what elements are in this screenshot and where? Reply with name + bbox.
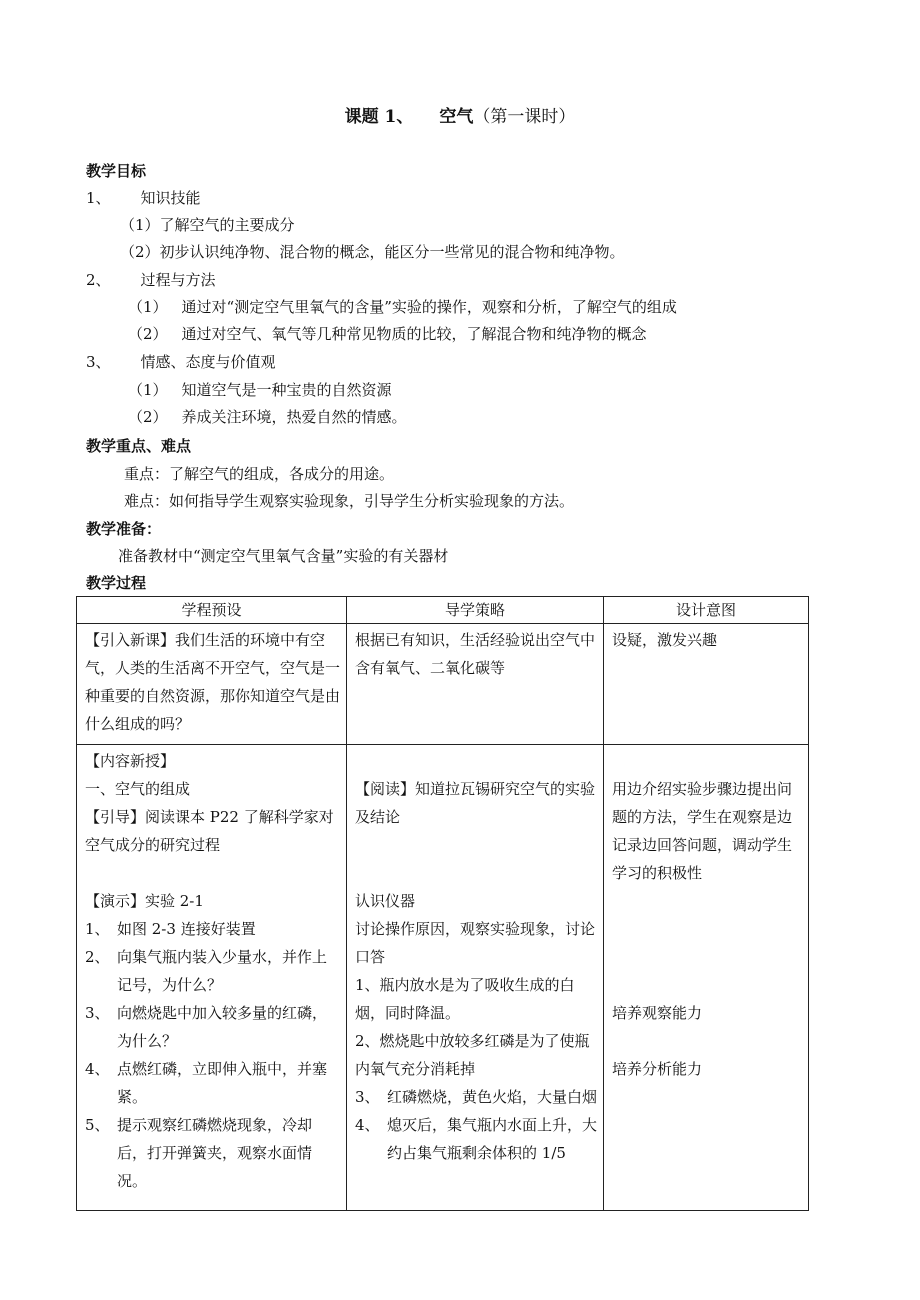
process-heading: 教学过程 [86,574,147,592]
intent-text: 用边介绍实验步骤边提出问题的方法，学生在观察是边记录边回答问题，调动学生学习的积极性 [612,780,793,882]
step-text: 向集气瓶内装入少量水，并作上记号，为什么？ [117,948,328,994]
column-header: 导学策略 [347,597,604,624]
step-item [85,943,340,999]
table-header-row [77,597,809,624]
sub-num: （2） [120,243,160,261]
strategy-cell: 根据已有知识，生活经验说出空气中含有氧气、二氧化碳等 [355,631,596,677]
section-title: 一、空气的组成 [85,780,191,798]
page-title [0,102,920,127]
objective-label: 过程与方法 [140,271,216,289]
objective-1-1 [120,215,295,235]
step-item [85,1111,340,1195]
step-num: 2、 [85,948,110,966]
step-num: 1、 [85,920,110,938]
title-topic: 空气 [439,107,474,127]
step-num: 4、 [85,1060,110,1078]
step-item [85,999,340,1055]
objective-label: 知识技能 [140,189,201,207]
title-sub: （第一课时） [473,107,576,127]
new-content-label: 【内容新授】 [85,752,176,770]
answer-num: 3、 [355,1088,380,1106]
title-main: 课题 1、 [344,107,414,127]
intent-cell: 设疑，激发兴趣 [612,631,718,649]
objective-3-1 [128,380,392,400]
answer-text: 熄灭后，集气瓶内水面上升，大约占集气瓶剩余体积的 1/5 [387,1116,598,1162]
keypoint-focus: 重点：了解空气的组成，各成分的用途。 [124,465,395,483]
discuss-text: 讨论操作原因，观察实验现象，讨论口答 [355,920,596,966]
step-text: 提示观察红磷燃烧现象，冷却后，打开弹簧夹，观察水面情况。 [117,1116,313,1190]
sub-text: 了解空气的主要成分 [159,216,295,234]
sub-text: 养成关注环境，热爱自然的情感。 [181,408,407,426]
step-text: 点燃红磷，立即伸入瓶中，并塞紧。 [117,1060,328,1106]
identify-text: 认识仪器 [355,892,416,910]
step-item [85,1055,340,1111]
objective-2-1 [128,297,677,317]
demo-label: 【演示】实验 2-1 [85,892,204,910]
objective-num: 3、 [86,353,111,371]
process-table [76,596,809,1211]
sub-text: 通过对空气、氧气等几种常见物质的比较，了解混合物和纯净物的概念 [181,325,647,343]
step-text: 向燃烧匙中加入较多量的红磷，为什么？ [117,1004,328,1050]
answer-text: 红磷燃烧，黄色火焰，大量白烟 [387,1088,598,1106]
strategy-cell [347,745,603,1173]
keypoints-heading: 教学重点、难点 [86,437,192,455]
objective-num: 2、 [86,271,111,289]
guide-text: 【引导】阅读课本 P22 了解科学家对空气成分的研究过程 [85,808,334,854]
sub-num: （1） [128,298,168,316]
step-num: 3、 [85,1004,110,1022]
table-row [77,745,809,1211]
preparation-text: 准备教材中“测定空气里氧气含量”实验的有关器材 [118,547,449,565]
step-text: 如图 2-3 连接好装置 [117,920,256,938]
objective-3-2 [128,407,407,427]
intent-cell [604,745,808,1089]
sub-text: 通过对“测定空气里氧气的含量”实验的操作，观察和分析，了解空气的组成 [181,298,677,316]
answer-3 [355,1083,597,1111]
sub-num: （2） [128,408,168,426]
answer-4 [355,1111,597,1167]
step-item [85,915,340,943]
intent-analyze: 培养分析能力 [612,1060,703,1078]
objective-label: 情感、态度与价值观 [140,353,276,371]
objective-num: 1、 [86,189,111,207]
objective-1 [86,188,201,208]
sub-num: （1） [128,381,168,399]
intro-cell: 【引入新课】我们生活的环境中有空气，人类的生活离不开空气，空气是一种重要的自然资源，那你知道空气是由什么组成的吗？ [85,631,341,733]
answer-2: 2、燃烧匙中放较多红磷是为了使瓶内氧气充分消耗掉 [355,1032,590,1078]
objective-3 [86,352,276,372]
objective-2 [86,270,216,290]
objectives-heading: 教学目标 [86,162,147,180]
sub-text: 初步认识纯净物、混合物的概念，能区分一些常见的混合物和纯净物。 [159,243,625,261]
read-text: 【阅读】知道拉瓦锡研究空气的实验及结论 [355,780,596,826]
preparation-heading: 教学准备： [86,520,162,538]
objective-1-2 [120,242,625,262]
column-header: 学程预设 [77,597,347,624]
answer-1: 1、瓶内放水是为了吸收生成的白烟，同时降温。 [355,976,575,1022]
column-header: 设计意图 [604,597,809,624]
table-row [77,624,809,745]
lesson-cell [77,745,346,1201]
step-num: 5、 [85,1116,110,1134]
sub-text: 知道空气是一种宝贵的自然资源 [181,381,392,399]
objective-2-2 [128,324,647,344]
sub-num: （1） [120,216,160,234]
intent-observe: 培养观察能力 [612,1004,703,1022]
keypoint-difficulty: 难点：如何指导学生观察实验现象，引导学生分析实验现象的方法。 [124,492,575,510]
answer-num: 4、 [355,1116,380,1134]
sub-num: （2） [128,325,168,343]
